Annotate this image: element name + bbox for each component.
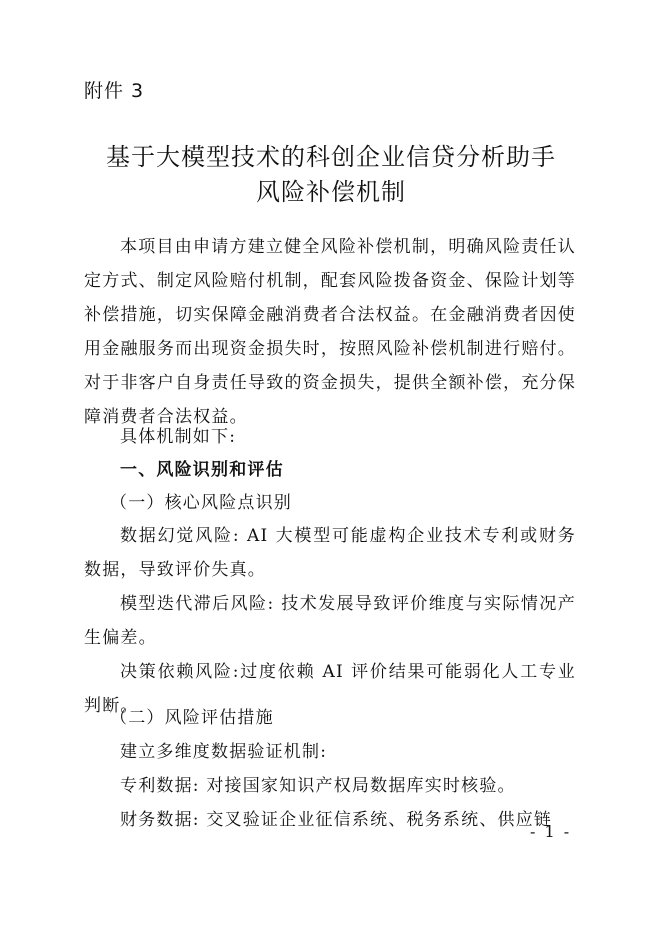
assessment-item: 专利数据: 对接国家知识产权局数据库实时核验。 bbox=[120, 776, 516, 796]
document-title-line-2: 风险补偿机制 bbox=[256, 178, 406, 206]
document-title-line-1: 基于大模型技术的科创企业信贷分析助手 bbox=[106, 143, 556, 171]
mechanism-intro: 具体机制如下: bbox=[120, 427, 237, 447]
attachment-label: 附件 3 bbox=[84, 80, 145, 102]
page-number: - 1 - bbox=[530, 822, 572, 841]
subsection-2-heading: （二）风险评估措施 bbox=[110, 708, 274, 728]
assessment-intro: 建立多维度数据验证机制: bbox=[120, 742, 328, 762]
risk-item: 数据幻觉风险: AI 大模型可能虚构企业技术专利或财务数据，导致评价失真。 bbox=[84, 526, 576, 580]
risk-item: 模型迭代滞后风险: 技术发展导致评价维度与实际情况产生偏差。 bbox=[84, 594, 576, 648]
risk-item: 决策依赖风险:过度依赖 AI 评价结果可能弱化人工专业判断。 bbox=[84, 662, 576, 716]
section-1-heading: 一、风险识别和评估 bbox=[120, 460, 284, 480]
subsection-1-heading: （一）核心风险点识别 bbox=[110, 493, 292, 513]
assessment-item: 财务数据: 交叉验证企业征信系统、税务系统、供应链 bbox=[120, 810, 553, 830]
intro-paragraph: 本项目由申请方建立健全风险补偿机制，明确风险责任认定方式、制定风险赔付机制，配套风险拨备资金、保险计划等补偿措施，切实保障金融消费者合法权益。在金融消费者因使用金融服务而出现资金损失时，按照风险补偿机制进行赔付。对于非客户自身责任导致的资金损失，提供全额补偿，充分保障消费者合法权益。 bbox=[84, 237, 576, 427]
